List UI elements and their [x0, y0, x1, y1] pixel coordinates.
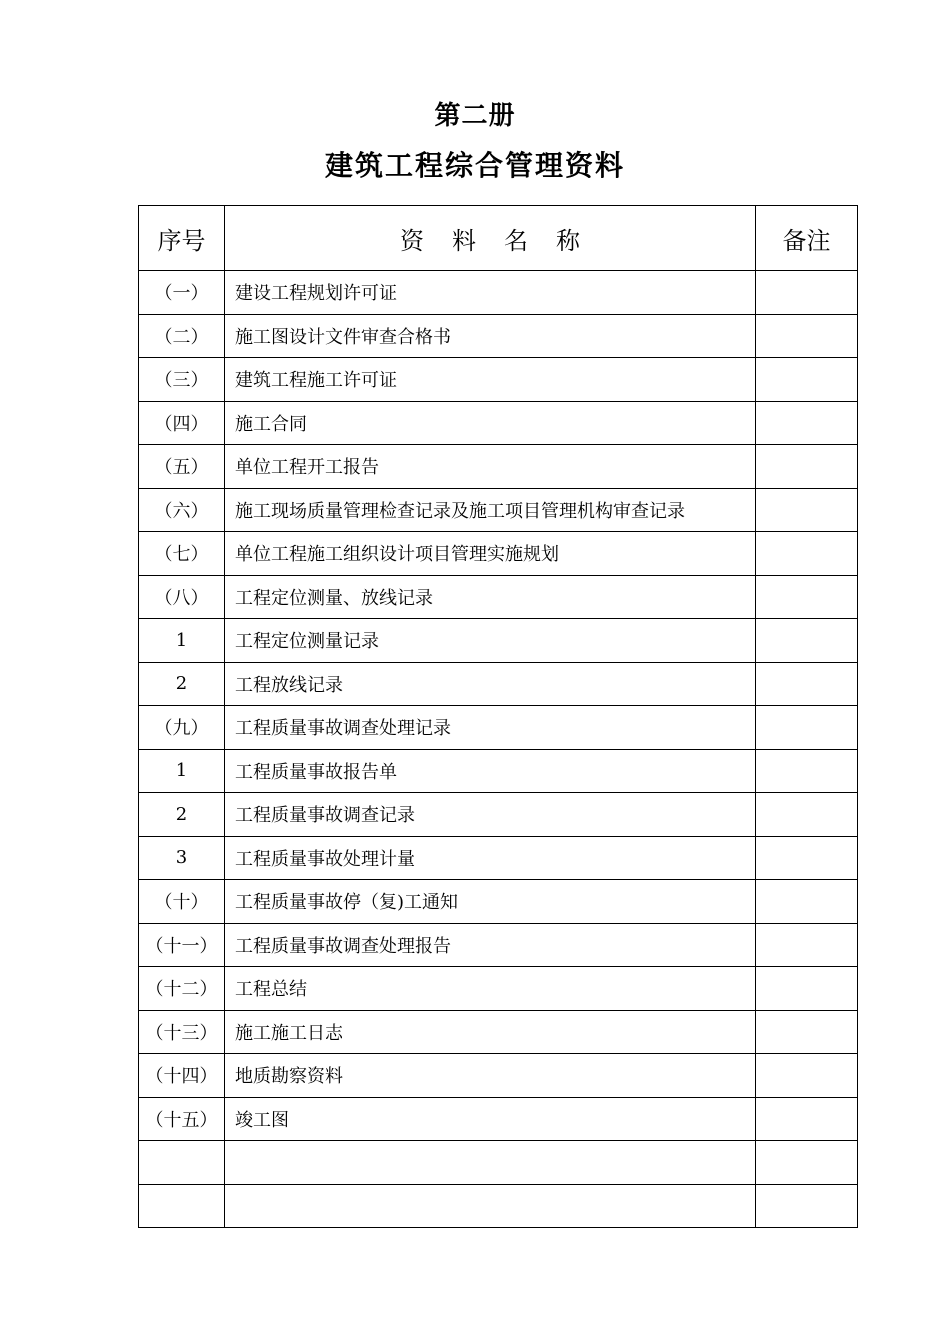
table-row: [139, 532, 858, 576]
table-row: [139, 314, 858, 358]
row-number-cell: （三）: [139, 358, 225, 402]
column-header-note: 备注: [756, 206, 858, 271]
row-note-cell: [756, 445, 858, 489]
row-number-cell: （六）: [139, 488, 225, 532]
row-note-cell: [756, 271, 858, 315]
row-number-cell: 3: [139, 836, 225, 880]
row-note-cell: [756, 880, 858, 924]
table-row: [139, 836, 858, 880]
row-number-cell: （十三）: [139, 1010, 225, 1054]
row-number-cell: （十二）: [139, 967, 225, 1011]
row-name-cell: 建设工程规划许可证: [225, 271, 756, 315]
table-row: [139, 271, 858, 315]
row-name-cell: 单位工程开工报告: [225, 445, 756, 489]
row-name-cell: 工程定位测量记录: [225, 619, 756, 663]
row-name-cell: 工程质量事故调查处理报告: [225, 923, 756, 967]
row-note-cell: [756, 749, 858, 793]
row-number-cell: 1: [139, 749, 225, 793]
column-header-name: 资料名称: [225, 206, 756, 271]
row-name-cell: 工程质量事故调查处理记录: [225, 706, 756, 750]
row-number-cell: 1: [139, 619, 225, 663]
table-row: [139, 619, 858, 663]
row-number-cell: （八）: [139, 575, 225, 619]
row-name-cell: 施工图设计文件审查合格书: [225, 314, 756, 358]
column-header-no: 序号: [139, 206, 225, 271]
row-note-cell: [756, 1097, 858, 1141]
row-name-cell: 施工现场质量管理检查记录及施工项目管理机构审查记录: [225, 488, 756, 532]
row-note-cell: [756, 836, 858, 880]
row-number-cell: （一）: [139, 271, 225, 315]
row-number-cell: 2: [139, 793, 225, 837]
row-note-cell: [756, 1054, 858, 1098]
table-row: [139, 575, 858, 619]
table-row: [139, 358, 858, 402]
table-row: [139, 1184, 858, 1228]
row-note-cell: [756, 1184, 858, 1228]
table-row: [139, 880, 858, 924]
row-number-cell: （四）: [139, 401, 225, 445]
row-name-cell: 工程定位测量、放线记录: [225, 575, 756, 619]
row-note-cell: [756, 706, 858, 750]
row-name-cell: 工程质量事故处理计量: [225, 836, 756, 880]
row-name-cell: 工程质量事故调查记录: [225, 793, 756, 837]
table-row: [139, 1141, 858, 1185]
row-name-cell: [225, 1141, 756, 1185]
row-number-cell: （十四）: [139, 1054, 225, 1098]
table-row: [139, 967, 858, 1011]
table-row: [139, 706, 858, 750]
row-number-cell: （五）: [139, 445, 225, 489]
row-number-cell: [139, 1184, 225, 1228]
row-name-cell: 工程放线记录: [225, 662, 756, 706]
row-number-cell: （二）: [139, 314, 225, 358]
row-note-cell: [756, 923, 858, 967]
table-row: [139, 662, 858, 706]
row-name-cell: 工程质量事故报告单: [225, 749, 756, 793]
row-note-cell: [756, 532, 858, 576]
table-row: [139, 749, 858, 793]
row-note-cell: [756, 488, 858, 532]
row-note-cell: [756, 1141, 858, 1185]
row-note-cell: [756, 1010, 858, 1054]
row-note-cell: [756, 401, 858, 445]
row-name-cell: 施工施工日志: [225, 1010, 756, 1054]
row-number-cell: （十）: [139, 880, 225, 924]
row-note-cell: [756, 314, 858, 358]
row-number-cell: 2: [139, 662, 225, 706]
table-row: [139, 1010, 858, 1054]
row-note-cell: [756, 358, 858, 402]
row-number-cell: （十五）: [139, 1097, 225, 1141]
table-header-row: [139, 206, 858, 271]
row-note-cell: [756, 619, 858, 663]
row-name-cell: 施工合同: [225, 401, 756, 445]
row-name-cell: 地质勘察资料: [225, 1054, 756, 1098]
row-name-cell: 工程质量事故停（复)工通知: [225, 880, 756, 924]
row-name-cell: 竣工图: [225, 1097, 756, 1141]
row-name-cell: 建筑工程施工许可证: [225, 358, 756, 402]
contents-table: [138, 205, 858, 1228]
row-number-cell: （七）: [139, 532, 225, 576]
document-title: 建筑工程综合管理资料: [324, 149, 625, 182]
row-note-cell: [756, 793, 858, 837]
row-number-cell: [139, 1141, 225, 1185]
table-row: [139, 1097, 858, 1141]
row-number-cell: （十一）: [139, 923, 225, 967]
table-row: [139, 445, 858, 489]
table-row: [139, 793, 858, 837]
row-number-cell: （九）: [139, 706, 225, 750]
table-row: [139, 1054, 858, 1098]
row-note-cell: [756, 662, 858, 706]
table-row: [139, 488, 858, 532]
row-name-cell: [225, 1184, 756, 1228]
volume-title: 第二册: [434, 101, 516, 131]
table-row: [139, 401, 858, 445]
row-note-cell: [756, 575, 858, 619]
row-name-cell: 工程总结: [225, 967, 756, 1011]
table-row: [139, 923, 858, 967]
row-name-cell: 单位工程施工组织设计项目管理实施规划: [225, 532, 756, 576]
row-note-cell: [756, 967, 858, 1011]
